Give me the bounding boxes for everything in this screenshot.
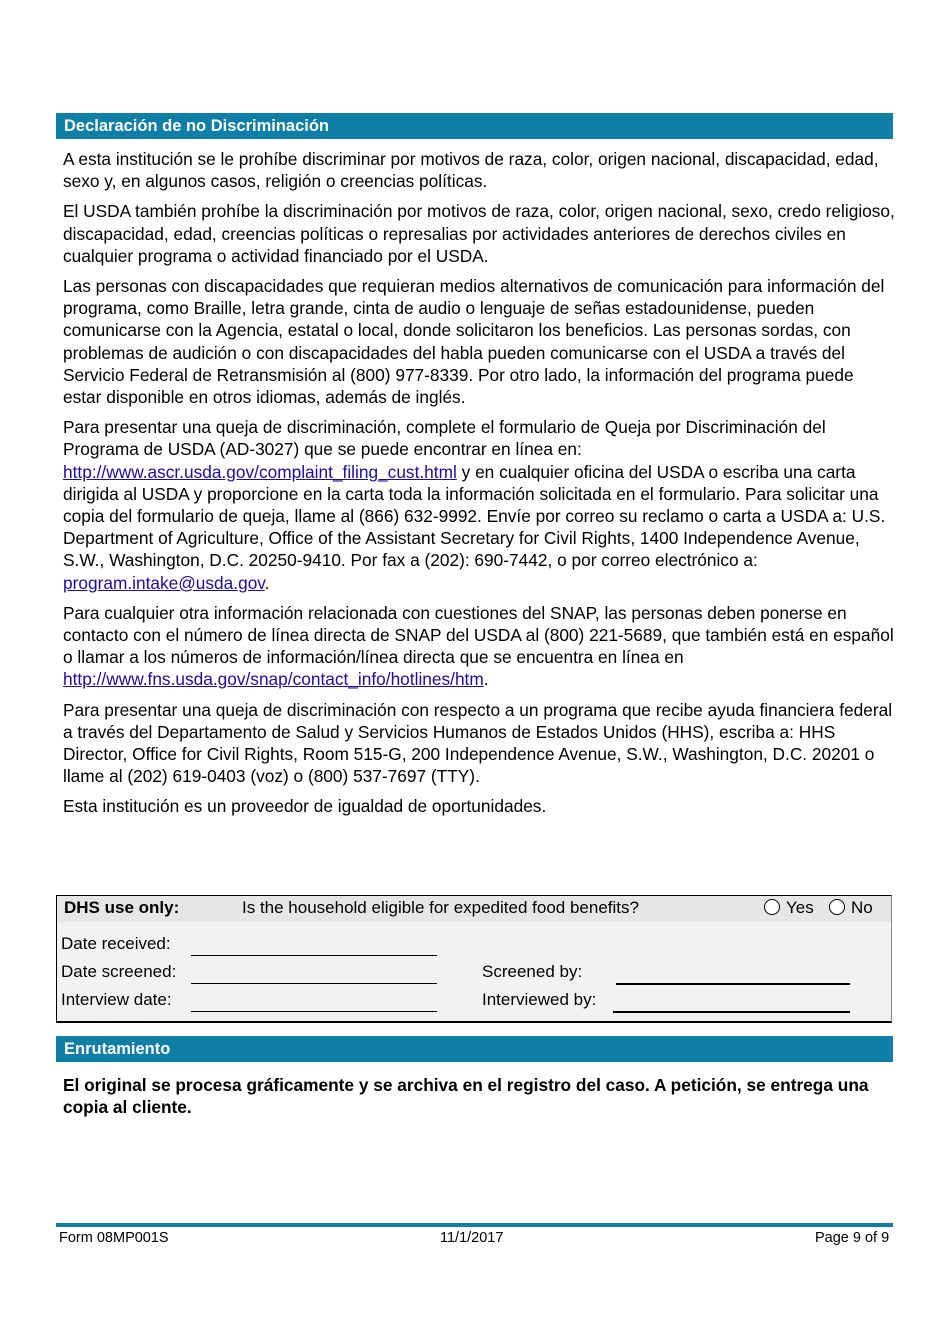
yes-radio-icon[interactable]: [764, 899, 780, 915]
section-header-nondiscrimination: [56, 113, 893, 139]
dhs-label: DHS use only:: [64, 898, 180, 917]
no-radio-icon[interactable]: [829, 899, 845, 915]
footer-date: 11/1/2017: [440, 1230, 504, 1246]
hotlines-link[interactable]: http://www.fns.usda.gov/snap/contact_info/hotlines/htm: [63, 669, 484, 690]
interview-date-field[interactable]: [191, 1011, 437, 1012]
paragraph-5: Para cualquier otra información relacionada con cuestiones del SNAP, las personas deben ponerse en contacto con el número de línea directa de SNAP del USDA al (800) 221-5689, que también está en español o llamar a los números de información/línea directa que se encuentra en línea en http://www.fns.usda.gov/snap/contact_info/hotlines/htm.: [63, 602, 894, 690]
interview-date-label: Interview date:: [61, 990, 172, 1009]
date-received-field[interactable]: [191, 955, 437, 956]
interviewed-by-field[interactable]: [613, 1011, 850, 1013]
screened-by-field[interactable]: [616, 983, 850, 985]
paragraph-2: El USDA también prohíbe la discriminación por motivos de raza, color, origen nacional, sexo, credo religioso, discapacidad, edad, creencias políticas o represalias por actividades anteriores de derechos civiles en cualquier programa o actividad financiado por el USDA.: [63, 201, 895, 266]
screened-by-label: Screened by:: [482, 962, 583, 981]
section-title: Enrutamiento: [64, 1040, 171, 1058]
dhs-use-only-box: [56, 895, 892, 1023]
paragraph-7: Esta institución es un proveedor de igualdad de oportunidades.: [63, 796, 547, 817]
section-header-routing: [56, 1036, 893, 1062]
footer-page-number: Page 9 of 9: [815, 1230, 890, 1246]
paragraph-6: Para presentar una queja de discriminación con respecto a un programa que recibe ayuda financiera federal a través del Departamento de Salud y Servicios Humanos de Estados Unidos (HHS), escriba a: HHS Director, Office for Civil Rights, Room 515-G, 200 Independence Avenue, S.W., Washington, D.C. 20201 o llame al (202) 619-0403 (voz) o (800) 537-7697 (TTY).: [63, 699, 893, 787]
date-received-label: Date received:: [61, 934, 171, 953]
yes-option[interactable]: Yes: [764, 898, 814, 918]
complaint-form-link[interactable]: http://www.ascr.usda.gov/complaint_filing_cust.html: [63, 461, 457, 482]
expedited-question: Is the household eligible for expedited food benefits?: [242, 898, 639, 917]
footer-divider: [56, 1223, 893, 1227]
paragraph-3: Las personas con discapacidades que requieran medios alternativos de comunicación para información del programa, como Braille, letra grande, cinta de audio o lenguaje de señas estadounidense, pueden comunicarse con la Agencia, estatal o local, donde solicitaron los beneficios. Las personas sordas, con problemas de audición o con discapacidades del habla pueden comunicarse con el USDA a través del Servicio Federal de Retransmisión al (800) 977-8339. Por otro lado, la información del programa puede estar disponible en otros idiomas, además de inglés.: [63, 276, 885, 408]
email-link[interactable]: program.intake@usda.gov: [63, 572, 265, 593]
footer-form-number: Form 08MP001S: [59, 1230, 169, 1246]
section-title: Declaración de no Discriminación: [64, 117, 329, 135]
interviewed-by-label: Interviewed by:: [482, 990, 597, 1009]
paragraph-1: A esta institución se le prohíbe discriminar por motivos de raza, color, origen nacional, discapacidad, edad, sexo y, en algunos casos, religión o creencias políticas.: [63, 149, 879, 192]
date-screened-field[interactable]: [191, 983, 437, 984]
nondiscrimination-body: [63, 148, 895, 826]
paragraph-4: Para presentar una queja de discriminación, complete el formulario de Queja por Discriminación del Programa de USDA (AD-3027) que se puede encontrar en línea en: http://www.ascr.usda.gov/complaint_filing_cust.html y en cualquier oficina del USDA o escriba una carta dirigida al USDA y proporcione en la carta toda la información solicitada en el formulario. Para solicitar una copia del formulario de queja, llame al (866) 632-9992. Envíe por correo su reclamo o carta a USDA a: U.S. Department of Agriculture, Office of the Assistant Secretary for Civil Rights, 1400 Independence Avenue, S.W., Washington, D.C. 20250-9410. Por fax a (202): 690-7442, o por correo electrónico a: program.intake@usda.gov.: [63, 417, 886, 593]
routing-text: El original se procesa gráficamente y se archiva en el registro del caso. A petición, se entrega una copia al cliente.: [63, 1075, 869, 1117]
no-option[interactable]: No: [829, 898, 873, 918]
date-screened-label: Date screened:: [61, 962, 177, 981]
